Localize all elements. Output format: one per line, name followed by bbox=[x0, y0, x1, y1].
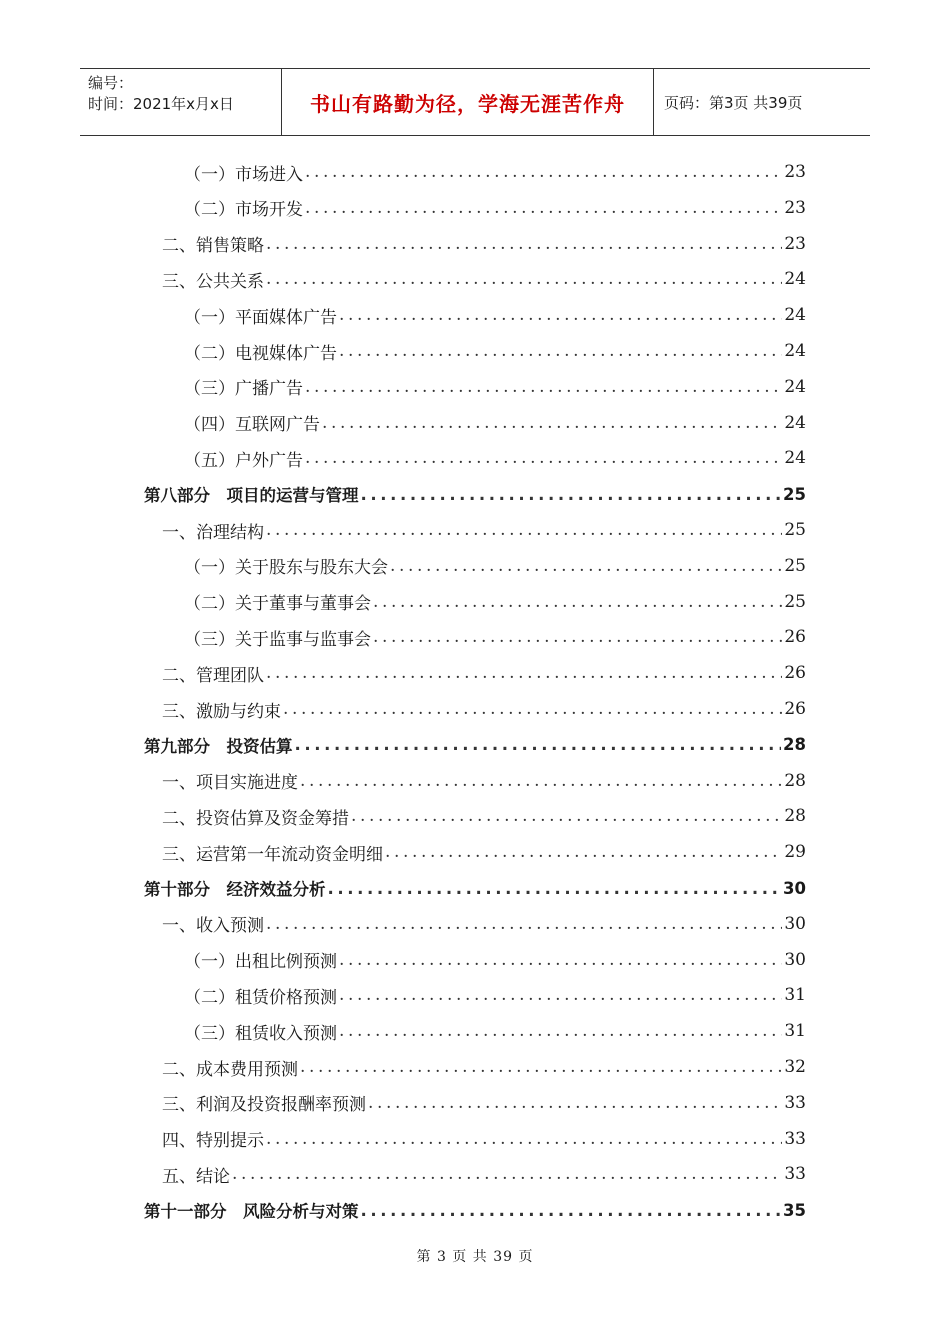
toc-entry-title: 一、收入预测 bbox=[162, 916, 264, 937]
toc-entry-title: （三）广播广告 bbox=[184, 379, 303, 400]
toc-section-entry[interactable] bbox=[162, 906, 806, 942]
toc-entry-title: 二、管理团队 bbox=[162, 665, 264, 686]
toc-entry-page: 31 bbox=[784, 1021, 806, 1042]
toc-entry-page: 28 bbox=[783, 735, 806, 755]
toc-dot-leader bbox=[385, 842, 782, 862]
header-page-info: 页码：第3页 共39页 bbox=[664, 93, 803, 112]
toc-entry-page: 35 bbox=[783, 1200, 806, 1220]
toc-entry-title: 三、激励与约束 bbox=[162, 701, 281, 722]
toc-dot-leader bbox=[295, 735, 782, 754]
toc-section-entry[interactable] bbox=[162, 1156, 806, 1192]
toc-entry-page: 29 bbox=[784, 842, 806, 863]
toc-section-entry[interactable] bbox=[162, 1121, 806, 1157]
toc-part-entry[interactable] bbox=[144, 1192, 806, 1228]
toc-entry-title: （二）关于董事与董事会 bbox=[184, 594, 371, 615]
toc-dot-leader bbox=[266, 914, 782, 934]
page-footer: 第 3 页 共 39 页 bbox=[416, 1249, 534, 1265]
toc-section-entry[interactable] bbox=[162, 261, 806, 297]
toc-subsection-entry[interactable] bbox=[184, 977, 806, 1013]
toc-entry-page: 30 bbox=[784, 949, 806, 970]
toc-dot-leader bbox=[283, 699, 782, 719]
toc-entry-page: 26 bbox=[784, 663, 806, 684]
toc-entry-page: 30 bbox=[783, 878, 806, 898]
toc-dot-leader bbox=[232, 1164, 782, 1184]
document-date: 时间：2021年x月x日 bbox=[88, 95, 234, 113]
toc-dot-leader bbox=[368, 1093, 782, 1113]
toc-dot-leader bbox=[266, 269, 782, 289]
toc-dot-leader bbox=[373, 627, 782, 647]
toc-dot-leader bbox=[322, 413, 782, 433]
toc-entry-title: 二、成本费用预测 bbox=[162, 1059, 298, 1080]
toc-entry-title: 三、利润及投资报酬率预测 bbox=[162, 1095, 366, 1116]
toc-dot-leader bbox=[305, 198, 782, 218]
toc-entry-title: 二、投资估算及资金筹措 bbox=[162, 808, 349, 829]
toc-entry-page: 23 bbox=[784, 233, 806, 254]
toc-part-entry[interactable] bbox=[144, 727, 806, 763]
toc-dot-leader bbox=[300, 771, 782, 791]
document-code: 编号： bbox=[88, 74, 134, 92]
toc-entry-title: 四、特别提示 bbox=[162, 1131, 264, 1152]
toc-part-entry[interactable] bbox=[144, 476, 806, 512]
toc-dot-leader bbox=[305, 377, 782, 397]
toc-section-entry[interactable] bbox=[162, 834, 806, 870]
toc-subsection-entry[interactable] bbox=[184, 405, 806, 441]
toc-subsection-entry[interactable] bbox=[184, 154, 806, 190]
toc-entry-page: 24 bbox=[784, 412, 806, 433]
toc-dot-leader bbox=[328, 879, 782, 898]
toc-dot-leader bbox=[305, 162, 782, 182]
toc-entry-title: （二）电视媒体广告 bbox=[184, 343, 337, 364]
toc-entry-title: 五、结论 bbox=[162, 1166, 230, 1187]
toc-entry-title: （四）互联网广告 bbox=[184, 415, 320, 436]
toc-entry-title: 三、公共关系 bbox=[162, 271, 264, 292]
toc-entry-title: （一）市场进入 bbox=[184, 164, 303, 185]
toc-entry-title: （三）关于监事与监事会 bbox=[184, 629, 371, 650]
toc-dot-leader bbox=[339, 985, 782, 1005]
toc-entry-title: （二）租赁价格预测 bbox=[184, 987, 337, 1008]
toc-section-entry[interactable] bbox=[162, 763, 806, 799]
toc-part-entry[interactable] bbox=[144, 870, 806, 906]
toc-dot-leader bbox=[373, 592, 782, 612]
toc-entry-page: 25 bbox=[784, 555, 806, 576]
toc-dot-leader bbox=[339, 950, 782, 970]
toc-subsection-entry[interactable] bbox=[184, 369, 806, 405]
toc-entry-page: 33 bbox=[784, 1128, 806, 1149]
toc-dot-leader bbox=[351, 806, 782, 826]
toc-entry-page: 24 bbox=[784, 376, 806, 397]
toc-section-entry[interactable] bbox=[162, 512, 806, 548]
toc-entry-title: 第九部分 投资估算 bbox=[144, 736, 293, 756]
toc-entry-title: 第十一部分 风险分析与对策 bbox=[144, 1202, 359, 1222]
toc-dot-leader bbox=[339, 305, 782, 325]
toc-entry-page: 23 bbox=[784, 162, 806, 182]
toc-entry-title: （二）市场开发 bbox=[184, 200, 303, 221]
toc-entry-page: 24 bbox=[784, 269, 806, 290]
toc-dot-leader bbox=[266, 234, 782, 254]
toc-dot-leader bbox=[305, 448, 782, 468]
toc-dot-leader bbox=[339, 1021, 782, 1041]
toc-dot-leader bbox=[266, 520, 782, 540]
toc-entry-page: 25 bbox=[784, 591, 806, 612]
toc-entry-page: 24 bbox=[784, 448, 806, 469]
toc-entry-title: 一、项目实施进度 bbox=[162, 773, 298, 794]
toc-entry-page: 33 bbox=[784, 1164, 806, 1185]
toc-entry-page: 26 bbox=[784, 627, 806, 648]
toc-entry-page: 25 bbox=[783, 484, 806, 504]
toc-subsection-entry[interactable] bbox=[184, 440, 806, 476]
toc-subsection-entry[interactable] bbox=[184, 584, 806, 620]
toc-entry-title: 第十部分 经济效益分析 bbox=[144, 880, 326, 899]
toc-entry-page: 26 bbox=[784, 699, 806, 719]
toc-entry-page: 24 bbox=[784, 305, 806, 326]
toc-dot-leader bbox=[266, 663, 782, 683]
toc-entry-page: 31 bbox=[784, 985, 806, 1006]
header-motto: 书山有路勤为径，学海无涯苦作舟 bbox=[282, 69, 654, 135]
toc-dot-leader bbox=[339, 341, 782, 361]
toc-subsection-entry[interactable] bbox=[184, 297, 806, 333]
toc-section-entry[interactable] bbox=[162, 226, 806, 262]
toc-subsection-entry[interactable] bbox=[184, 548, 806, 584]
toc-entry-title: 二、销售策略 bbox=[162, 236, 264, 257]
toc-subsection-entry[interactable] bbox=[184, 942, 806, 978]
toc-dot-leader bbox=[361, 1201, 782, 1220]
toc-entry-page: 28 bbox=[784, 806, 806, 827]
toc-entry-title: （一）出租比例预测 bbox=[184, 952, 337, 973]
toc-entry-title: （三）租赁收入预测 bbox=[184, 1023, 337, 1044]
toc-entry-title: 第八部分 项目的运营与管理 bbox=[144, 486, 359, 506]
toc-entry-page: 25 bbox=[784, 520, 806, 540]
toc-dot-leader bbox=[266, 1129, 782, 1149]
toc-entry-page: 24 bbox=[784, 341, 806, 361]
toc-entry-title: （一）关于股东与股东大会 bbox=[184, 558, 388, 579]
toc-section-entry[interactable] bbox=[162, 691, 806, 727]
header-meta bbox=[80, 69, 282, 135]
toc-section-entry[interactable] bbox=[162, 1049, 806, 1085]
toc-section-entry[interactable] bbox=[162, 655, 806, 691]
toc-subsection-entry[interactable] bbox=[184, 333, 806, 369]
toc-subsection-entry[interactable] bbox=[184, 619, 806, 655]
toc-section-entry[interactable] bbox=[162, 1085, 806, 1121]
toc-entry-page: 23 bbox=[784, 197, 806, 218]
toc-entry-page: 30 bbox=[784, 913, 806, 934]
toc-entry-page: 28 bbox=[784, 770, 806, 791]
toc-entry-title: （五）户外广告 bbox=[184, 450, 303, 471]
toc-dot-leader bbox=[390, 556, 782, 576]
toc-entry-title: 三、运营第一年流动资金明细 bbox=[162, 844, 383, 865]
toc-entry-title: 一、治理结构 bbox=[162, 522, 264, 543]
toc-entry-title: （一）平面媒体广告 bbox=[184, 307, 337, 328]
toc-dot-leader bbox=[300, 1057, 782, 1077]
toc-entry-page: 32 bbox=[784, 1057, 806, 1077]
toc-subsection-entry[interactable] bbox=[184, 190, 806, 226]
toc-section-entry[interactable] bbox=[162, 798, 806, 834]
page-header bbox=[80, 68, 870, 136]
toc-dot-leader bbox=[361, 485, 782, 504]
toc-entry-page: 33 bbox=[784, 1092, 806, 1113]
toc-subsection-entry[interactable] bbox=[184, 1013, 806, 1049]
